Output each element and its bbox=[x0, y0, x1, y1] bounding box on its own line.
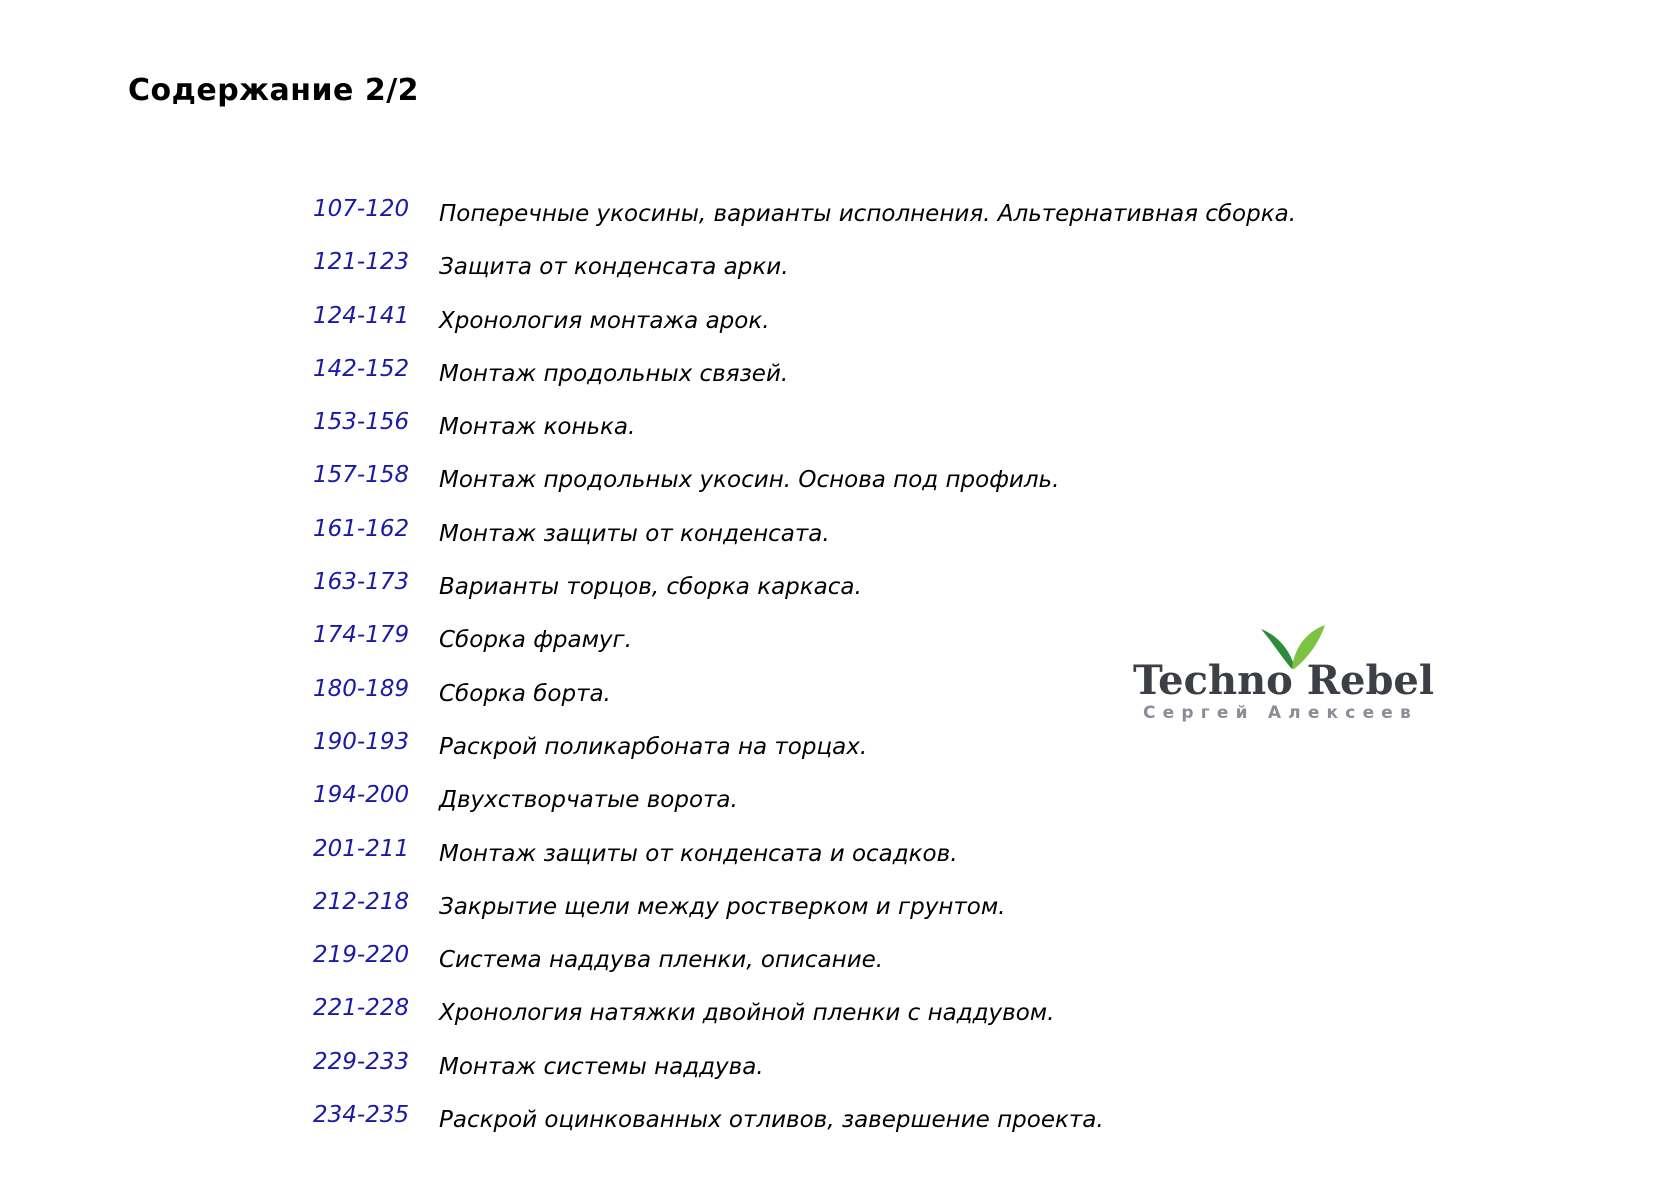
toc-entry-title: Сборка борта. bbox=[439, 680, 611, 707]
page-title: Содержание 2/2 bbox=[128, 73, 420, 108]
toc-page-range: 157-158 bbox=[313, 462, 410, 489]
toc-page-range: 190-193 bbox=[313, 728, 410, 755]
toc-page-range: 229-233 bbox=[313, 1048, 410, 1075]
toc-entry bbox=[313, 303, 1296, 356]
toc-page-range: 174-179 bbox=[313, 622, 410, 649]
toc-page-range: 212-218 bbox=[313, 888, 410, 915]
toc-entry-title: Монтаж продольных укосин. Основа под профиль. bbox=[439, 467, 1060, 494]
toc-entry bbox=[313, 836, 1296, 889]
toc-entry-title: Хронология монтажа арок. bbox=[439, 307, 770, 334]
toc-entry bbox=[313, 569, 1296, 622]
toc-entry bbox=[313, 249, 1296, 302]
toc-page-range: 221-228 bbox=[313, 995, 410, 1022]
toc-entry-title: Монтаж системы наддува. bbox=[439, 1053, 764, 1080]
toc-entry bbox=[313, 782, 1296, 835]
toc-page-range: 161-162 bbox=[313, 515, 410, 542]
toc-entry-title: Раскрой оцинкованных отливов, завершение проекта. bbox=[439, 1107, 1104, 1134]
toc-entry-title: Двухстворчатые ворота. bbox=[439, 787, 738, 814]
toc-page-range: 142-152 bbox=[313, 355, 410, 382]
techno-rebel-logo bbox=[1133, 625, 1443, 725]
toc-entry-title: Монтаж конька. bbox=[439, 414, 636, 441]
toc-entry bbox=[313, 1049, 1296, 1102]
toc-entry-title: Сборка фрамуг. bbox=[439, 627, 632, 654]
logo-subtitle: Сергей Алексеев bbox=[1143, 703, 1418, 723]
toc-entry-title: Раскрой поликарбоната на торцах. bbox=[439, 733, 868, 760]
toc-page-range: 201-211 bbox=[313, 835, 410, 862]
toc-page-range: 194-200 bbox=[313, 782, 410, 809]
toc-page-range: 107-120 bbox=[313, 196, 410, 222]
toc-entry-title: Поперечные укосины, варианты исполнения. Альтернативная сборка. bbox=[439, 201, 1297, 227]
toc-entry bbox=[313, 516, 1296, 569]
toc-page-range: 180-189 bbox=[313, 675, 410, 702]
toc-page-range: 163-173 bbox=[313, 569, 410, 596]
toc-entry-title: Монтаж продольных связей. bbox=[439, 360, 789, 387]
toc-entry bbox=[313, 196, 1296, 249]
toc-entry-title: Защита от конденсата арки. bbox=[439, 254, 789, 281]
toc-entry-title: Монтаж защиты от конденсата. bbox=[439, 520, 830, 547]
logo-wordmark: Techno Rebel bbox=[1133, 657, 1435, 704]
toc-page-range: 219-220 bbox=[313, 942, 410, 969]
toc-entry bbox=[313, 1102, 1296, 1155]
toc-entry bbox=[313, 462, 1296, 515]
toc-entry bbox=[313, 889, 1296, 942]
toc-entry bbox=[313, 356, 1296, 409]
toc-entry-title: Система наддува пленки, описание. bbox=[439, 947, 884, 974]
toc-entry-title: Хронология натяжки двойной пленки с наддувом. bbox=[439, 1000, 1055, 1027]
toc-entry bbox=[313, 995, 1296, 1048]
toc-entry bbox=[313, 409, 1296, 462]
toc-entry-title: Монтаж защиты от конденсата и осадков. bbox=[439, 840, 958, 867]
toc-entry bbox=[313, 942, 1296, 995]
toc-page-range: 124-141 bbox=[313, 302, 410, 329]
toc-entry bbox=[313, 729, 1296, 782]
toc-page-range: 234-235 bbox=[313, 1102, 410, 1129]
toc-page-range: 121-123 bbox=[313, 249, 410, 276]
toc-entry-title: Варианты торцов, сборка каркаса. bbox=[439, 574, 862, 601]
toc-entry-title: Закрытие щели между ростверком и грунтом. bbox=[439, 893, 1006, 920]
toc-page-range: 153-156 bbox=[313, 409, 410, 436]
